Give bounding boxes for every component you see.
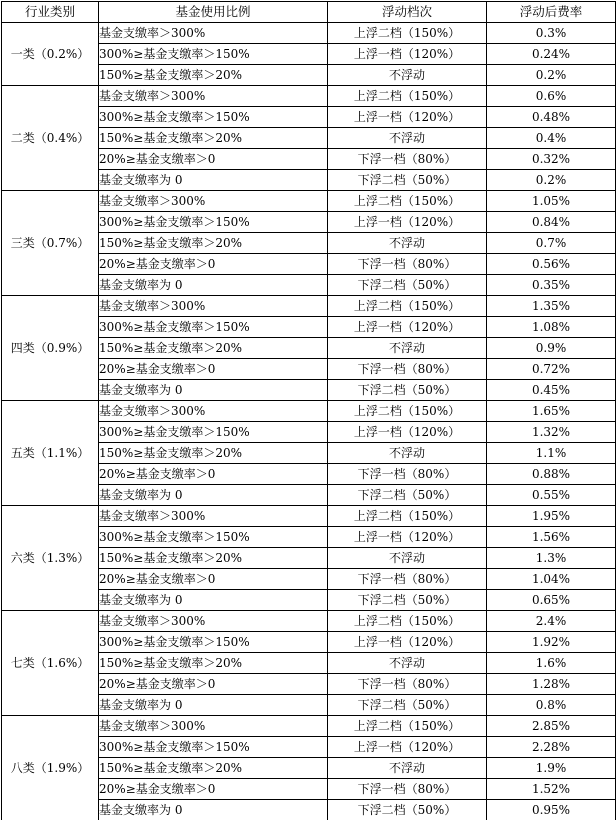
industry-category-cell: 四类（0.9%） bbox=[2, 296, 99, 401]
floated-rate-cell: 0.45% bbox=[487, 380, 616, 401]
table-row bbox=[2, 401, 616, 422]
floated-rate-cell: 1.1% bbox=[487, 443, 616, 464]
floated-rate-cell: 1.65% bbox=[487, 401, 616, 422]
float-tier-cell: 上浮二档（150%） bbox=[328, 716, 487, 737]
fund-usage-ratio-cell: 基金支缴率＞300% bbox=[99, 506, 328, 527]
float-tier-cell: 不浮动 bbox=[328, 548, 487, 569]
fund-usage-ratio-cell: 300%≥基金支缴率＞150% bbox=[99, 107, 328, 128]
fund-usage-ratio-cell: 150%≥基金支缴率＞20% bbox=[99, 128, 328, 149]
table-row bbox=[2, 191, 616, 212]
floated-rate-cell: 0.55% bbox=[487, 485, 616, 506]
fund-usage-ratio-cell: 150%≥基金支缴率＞20% bbox=[99, 758, 328, 779]
floated-rate-cell: 0.32% bbox=[487, 149, 616, 170]
fund-usage-ratio-cell: 基金支缴率＞300% bbox=[99, 716, 328, 737]
fund-usage-ratio-cell: 基金支缴率＞300% bbox=[99, 23, 328, 44]
float-tier-cell: 上浮一档（120%） bbox=[328, 44, 487, 65]
float-tier-cell: 下浮一档（80%） bbox=[328, 569, 487, 590]
float-tier-cell: 上浮一档（120%） bbox=[328, 737, 487, 758]
floated-rate-cell: 0.84% bbox=[487, 212, 616, 233]
float-tier-cell: 不浮动 bbox=[328, 233, 487, 254]
industry-category-cell: 五类（1.1%） bbox=[2, 401, 99, 506]
floated-rate-cell: 0.2% bbox=[487, 65, 616, 86]
header-floated-rate: 浮动后费率 bbox=[487, 2, 616, 23]
floated-rate-cell: 2.28% bbox=[487, 737, 616, 758]
fund-usage-ratio-cell: 基金支缴率为 0 bbox=[99, 380, 328, 401]
fund-usage-ratio-cell: 基金支缴率为 0 bbox=[99, 800, 328, 820]
fund-usage-ratio-cell: 基金支缴率为 0 bbox=[99, 695, 328, 716]
fund-usage-ratio-cell: 基金支缴率为 0 bbox=[99, 590, 328, 611]
floated-rate-cell: 2.4% bbox=[487, 611, 616, 632]
floated-rate-cell: 1.28% bbox=[487, 674, 616, 695]
table-row bbox=[2, 86, 616, 107]
fund-usage-ratio-cell: 300%≥基金支缴率＞150% bbox=[99, 212, 328, 233]
floated-rate-cell: 0.24% bbox=[487, 44, 616, 65]
industry-category-cell: 二类（0.4%） bbox=[2, 86, 99, 191]
fund-usage-ratio-cell: 20%≥基金支缴率＞0 bbox=[99, 254, 328, 275]
float-tier-cell: 上浮一档（120%） bbox=[328, 632, 487, 653]
header-fund-usage-ratio: 基金使用比例 bbox=[99, 2, 328, 23]
float-tier-cell: 下浮一档（80%） bbox=[328, 464, 487, 485]
floated-rate-cell: 0.3% bbox=[487, 23, 616, 44]
float-tier-cell: 不浮动 bbox=[328, 443, 487, 464]
float-tier-cell: 不浮动 bbox=[328, 653, 487, 674]
fund-usage-ratio-cell: 20%≥基金支缴率＞0 bbox=[99, 359, 328, 380]
float-tier-cell: 下浮二档（50%） bbox=[328, 590, 487, 611]
float-tier-cell: 下浮一档（80%） bbox=[328, 779, 487, 800]
floated-rate-cell: 1.04% bbox=[487, 569, 616, 590]
floated-rate-cell: 1.32% bbox=[487, 422, 616, 443]
floated-rate-cell: 0.35% bbox=[487, 275, 616, 296]
header-industry-category: 行业类别 bbox=[2, 2, 99, 23]
float-tier-cell: 下浮一档（80%） bbox=[328, 254, 487, 275]
table-row bbox=[2, 611, 616, 632]
float-tier-cell: 上浮二档（150%） bbox=[328, 296, 487, 317]
fund-usage-ratio-cell: 20%≥基金支缴率＞0 bbox=[99, 674, 328, 695]
floated-rate-cell: 0.72% bbox=[487, 359, 616, 380]
float-tier-cell: 上浮二档（150%） bbox=[328, 23, 487, 44]
float-tier-cell: 上浮二档（150%） bbox=[328, 86, 487, 107]
floated-rate-cell: 1.52% bbox=[487, 779, 616, 800]
fund-usage-ratio-cell: 150%≥基金支缴率＞20% bbox=[99, 443, 328, 464]
table-row bbox=[2, 716, 616, 737]
floated-rate-cell: 0.88% bbox=[487, 464, 616, 485]
float-tier-cell: 不浮动 bbox=[328, 338, 487, 359]
industry-category-cell: 六类（1.3%） bbox=[2, 506, 99, 611]
header-row bbox=[2, 2, 616, 23]
float-tier-cell: 不浮动 bbox=[328, 758, 487, 779]
float-tier-cell: 下浮一档（80%） bbox=[328, 149, 487, 170]
float-tier-cell: 上浮一档（120%） bbox=[328, 527, 487, 548]
floated-rate-cell: 0.2% bbox=[487, 170, 616, 191]
industry-category-cell: 八类（1.9%） bbox=[2, 716, 99, 820]
table-header bbox=[2, 2, 616, 23]
fund-usage-ratio-cell: 20%≥基金支缴率＞0 bbox=[99, 149, 328, 170]
table-row bbox=[2, 506, 616, 527]
float-tier-cell: 上浮一档（120%） bbox=[328, 317, 487, 338]
float-tier-cell: 上浮二档（150%） bbox=[328, 401, 487, 422]
floated-rate-cell: 0.95% bbox=[487, 800, 616, 820]
table-body bbox=[2, 23, 616, 820]
rate-float-table bbox=[1, 1, 616, 820]
fund-usage-ratio-cell: 150%≥基金支缴率＞20% bbox=[99, 548, 328, 569]
fund-usage-ratio-cell: 基金支缴率＞300% bbox=[99, 611, 328, 632]
float-tier-cell: 上浮二档（150%） bbox=[328, 506, 487, 527]
float-tier-cell: 下浮一档（80%） bbox=[328, 674, 487, 695]
fund-usage-ratio-cell: 20%≥基金支缴率＞0 bbox=[99, 464, 328, 485]
float-tier-cell: 下浮一档（80%） bbox=[328, 359, 487, 380]
fund-usage-ratio-cell: 20%≥基金支缴率＞0 bbox=[99, 779, 328, 800]
float-tier-cell: 下浮二档（50%） bbox=[328, 800, 487, 820]
fund-usage-ratio-cell: 300%≥基金支缴率＞150% bbox=[99, 632, 328, 653]
float-tier-cell: 上浮二档（150%） bbox=[328, 191, 487, 212]
float-tier-cell: 不浮动 bbox=[328, 128, 487, 149]
floated-rate-cell: 0.65% bbox=[487, 590, 616, 611]
industry-category-cell: 三类（0.7%） bbox=[2, 191, 99, 296]
float-tier-cell: 下浮二档（50%） bbox=[328, 380, 487, 401]
fund-usage-ratio-cell: 基金支缴率为 0 bbox=[99, 485, 328, 506]
fund-usage-ratio-cell: 300%≥基金支缴率＞150% bbox=[99, 317, 328, 338]
fund-usage-ratio-cell: 300%≥基金支缴率＞150% bbox=[99, 737, 328, 758]
floated-rate-cell: 0.4% bbox=[487, 128, 616, 149]
fund-usage-ratio-cell: 基金支缴率为 0 bbox=[99, 170, 328, 191]
floated-rate-cell: 0.6% bbox=[487, 86, 616, 107]
floated-rate-cell: 0.56% bbox=[487, 254, 616, 275]
fund-usage-ratio-cell: 20%≥基金支缴率＞0 bbox=[99, 569, 328, 590]
floated-rate-cell: 0.7% bbox=[487, 233, 616, 254]
floated-rate-cell: 1.95% bbox=[487, 506, 616, 527]
floated-rate-cell: 1.05% bbox=[487, 191, 616, 212]
floated-rate-cell: 2.85% bbox=[487, 716, 616, 737]
floated-rate-cell: 1.08% bbox=[487, 317, 616, 338]
float-tier-cell: 上浮一档（120%） bbox=[328, 422, 487, 443]
table-row bbox=[2, 23, 616, 44]
float-tier-cell: 上浮一档（120%） bbox=[328, 212, 487, 233]
fund-usage-ratio-cell: 150%≥基金支缴率＞20% bbox=[99, 233, 328, 254]
industry-category-cell: 七类（1.6%） bbox=[2, 611, 99, 716]
header-float-tier: 浮动档次 bbox=[328, 2, 487, 23]
floated-rate-cell: 0.48% bbox=[487, 107, 616, 128]
fund-usage-ratio-cell: 基金支缴率＞300% bbox=[99, 86, 328, 107]
floated-rate-cell: 0.8% bbox=[487, 695, 616, 716]
fund-usage-ratio-cell: 基金支缴率＞300% bbox=[99, 191, 328, 212]
industry-category-cell: 一类（0.2%） bbox=[2, 23, 99, 86]
floated-rate-cell: 1.9% bbox=[487, 758, 616, 779]
fund-usage-ratio-cell: 基金支缴率＞300% bbox=[99, 401, 328, 422]
float-tier-cell: 下浮二档（50%） bbox=[328, 485, 487, 506]
fund-usage-ratio-cell: 150%≥基金支缴率＞20% bbox=[99, 338, 328, 359]
fund-usage-ratio-cell: 150%≥基金支缴率＞20% bbox=[99, 65, 328, 86]
floated-rate-cell: 1.6% bbox=[487, 653, 616, 674]
table-row bbox=[2, 296, 616, 317]
float-tier-cell: 上浮二档（150%） bbox=[328, 611, 487, 632]
fund-usage-ratio-cell: 基金支缴率＞300% bbox=[99, 296, 328, 317]
fund-usage-ratio-cell: 基金支缴率为 0 bbox=[99, 275, 328, 296]
floated-rate-cell: 0.9% bbox=[487, 338, 616, 359]
float-tier-cell: 下浮二档（50%） bbox=[328, 170, 487, 191]
floated-rate-cell: 1.3% bbox=[487, 548, 616, 569]
float-tier-cell: 不浮动 bbox=[328, 65, 487, 86]
floated-rate-cell: 1.92% bbox=[487, 632, 616, 653]
float-tier-cell: 上浮一档（120%） bbox=[328, 107, 487, 128]
fund-usage-ratio-cell: 300%≥基金支缴率＞150% bbox=[99, 44, 328, 65]
float-tier-cell: 下浮二档（50%） bbox=[328, 275, 487, 296]
float-tier-cell: 下浮二档（50%） bbox=[328, 695, 487, 716]
fund-usage-ratio-cell: 300%≥基金支缴率＞150% bbox=[99, 422, 328, 443]
floated-rate-cell: 1.35% bbox=[487, 296, 616, 317]
fund-usage-ratio-cell: 300%≥基金支缴率＞150% bbox=[99, 527, 328, 548]
fund-usage-ratio-cell: 150%≥基金支缴率＞20% bbox=[99, 653, 328, 674]
floated-rate-cell: 1.56% bbox=[487, 527, 616, 548]
